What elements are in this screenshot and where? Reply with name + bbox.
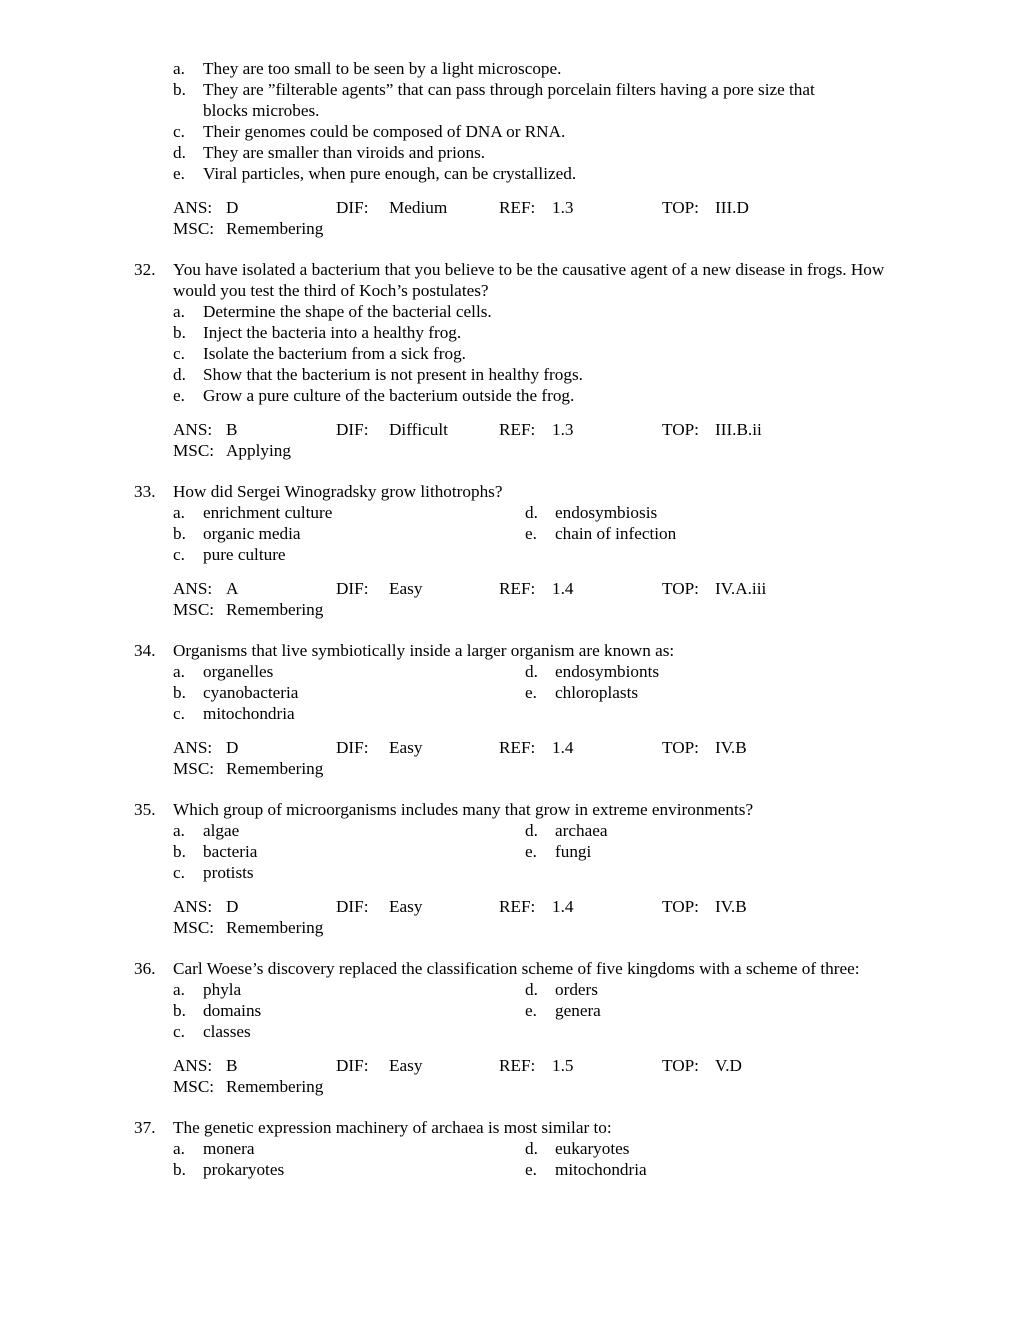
option-text: prokaryotes (203, 1160, 285, 1179)
option-text: Their genomes could be composed of DNA or RNA. (203, 122, 566, 141)
msc-label: MSC: (173, 1077, 215, 1096)
question-stem (0, 640, 1020, 661)
question-32 (0, 259, 1020, 461)
option-letter: d. (173, 365, 186, 384)
answer-metadata (0, 737, 1020, 779)
ref-value: 1.3 (552, 198, 574, 217)
option (0, 163, 1020, 184)
options-grid (0, 502, 1020, 565)
question-37 (0, 1117, 1020, 1180)
option (0, 301, 1020, 322)
option-letter: a. (173, 302, 185, 321)
top-value: IV.B (715, 897, 747, 916)
option-letter: a. (173, 662, 185, 681)
option (0, 58, 1020, 79)
dif-value: Medium (389, 198, 448, 217)
options-grid (0, 820, 1020, 883)
option-letter: c. (173, 704, 185, 723)
option-letter: d. (525, 503, 538, 522)
question-number: 37. (134, 1118, 156, 1137)
ans-value: D (226, 738, 239, 757)
option-letter: c. (173, 863, 185, 882)
option-letter: e. (525, 842, 537, 861)
option-text: Inject the bacteria into a healthy frog. (203, 323, 462, 342)
option-text: cyanobacteria (203, 683, 299, 702)
option-text: Show that the bacterium is not present in healthy frogs. (203, 365, 583, 384)
ans-value: B (226, 420, 238, 439)
option-text: Isolate the bacterium from a sick frog. (203, 344, 466, 363)
option-letter: d. (525, 1139, 538, 1158)
options-grid (0, 661, 1020, 724)
msc-label: MSC: (173, 918, 215, 937)
answer-metadata (0, 197, 1020, 239)
option-text: protists (203, 863, 254, 882)
option-letter: e. (173, 386, 185, 405)
option-text: fungi (555, 842, 592, 861)
top-label: TOP: (662, 1056, 699, 1075)
msc-label: MSC: (173, 759, 215, 778)
ans-label: ANS: (173, 1056, 213, 1075)
option-text: eukaryotes (555, 1139, 630, 1158)
ans-label: ANS: (173, 420, 213, 439)
option-letter: c. (173, 344, 185, 363)
top-value: V.D (715, 1056, 742, 1075)
option-text: They are ”filterable agents” that can pass through porcelain filters having a pore size that blocks microbes. (203, 80, 815, 120)
question-number: 35. (134, 800, 156, 819)
top-label: TOP: (662, 897, 699, 916)
ref-label: REF: (499, 198, 536, 217)
option-text: pure culture (203, 545, 286, 564)
dif-value: Easy (389, 1056, 423, 1075)
ans-value: D (226, 198, 239, 217)
top-label: TOP: (662, 738, 699, 757)
option-letter: d. (173, 143, 186, 162)
option-text: phyla (203, 980, 242, 999)
option (0, 343, 1020, 364)
ans-label: ANS: (173, 579, 213, 598)
option-text: archaea (555, 821, 608, 840)
option-letter: e. (173, 164, 185, 183)
options-grid (0, 979, 1020, 1042)
msc-label: MSC: (173, 219, 215, 238)
msc-value: Remembering (226, 219, 324, 238)
option-text: genera (555, 1001, 601, 1020)
top-value: IV.B (715, 738, 747, 757)
option-text: mitochondria (203, 704, 295, 723)
question-text: The genetic expression machinery of archaea is most similar to: (173, 1118, 612, 1137)
option-text: bacteria (203, 842, 258, 861)
option-letter: b. (173, 323, 186, 342)
question-text: Carl Woese’s discovery replaced the classification scheme of five kingdoms with a scheme of three: (173, 959, 860, 978)
option-text: mitochondria (555, 1160, 647, 1179)
option-letter: e. (525, 1001, 537, 1020)
option-text: enrichment culture (203, 503, 333, 522)
option-letter: a. (173, 980, 185, 999)
dif-value: Easy (389, 897, 423, 916)
top-label: TOP: (662, 198, 699, 217)
question-stem (0, 259, 1020, 301)
msc-value: Remembering (226, 600, 324, 619)
option (0, 364, 1020, 385)
ref-value: 1.4 (552, 897, 574, 916)
option-letter: b. (173, 1160, 186, 1179)
option (0, 121, 1020, 142)
dif-label: DIF: (336, 420, 369, 439)
option-text: Determine the shape of the bacterial cells. (203, 302, 492, 321)
option-letter: c. (173, 545, 185, 564)
answer-metadata (0, 1055, 1020, 1097)
option (0, 142, 1020, 163)
option-text: chloroplasts (555, 683, 639, 702)
ref-label: REF: (499, 1056, 536, 1075)
question-stem (0, 1117, 1020, 1138)
ans-label: ANS: (173, 897, 213, 916)
option-letter: c. (173, 122, 185, 141)
ans-label: ANS: (173, 198, 213, 217)
exam-page (0, 58, 1020, 1180)
option-text: endosymbiosis (555, 503, 658, 522)
top-label: TOP: (662, 579, 699, 598)
question-number: 32. (134, 260, 156, 279)
top-value: IV.A.iii (715, 579, 767, 598)
msc-value: Applying (226, 441, 291, 460)
question-31-continuation (0, 58, 1020, 239)
dif-label: DIF: (336, 198, 369, 217)
question-33 (0, 481, 1020, 620)
ref-label: REF: (499, 738, 536, 757)
dif-label: DIF: (336, 897, 369, 916)
question-text: Which group of microorganisms includes many that grow in extreme environments? (173, 800, 754, 819)
options-grid (0, 1138, 1020, 1180)
question-stem (0, 958, 1020, 979)
option-letter: d. (525, 662, 538, 681)
option-letter: d. (525, 980, 538, 999)
ref-value: 1.4 (552, 738, 574, 757)
option-letter: b. (173, 1001, 186, 1020)
question-36 (0, 958, 1020, 1097)
ans-value: B (226, 1056, 238, 1075)
option-text: Grow a pure culture of the bacterium outside the frog. (203, 386, 575, 405)
dif-label: DIF: (336, 738, 369, 757)
dif-label: DIF: (336, 579, 369, 598)
option-letter: b. (173, 80, 186, 99)
option-letter: c. (173, 1022, 185, 1041)
question-stem (0, 481, 1020, 502)
ans-value: D (226, 897, 239, 916)
question-number: 36. (134, 959, 156, 978)
option-text: classes (203, 1022, 251, 1041)
msc-value: Remembering (226, 1077, 324, 1096)
option-letter: b. (173, 683, 186, 702)
ref-label: REF: (499, 897, 536, 916)
option-letter: a. (173, 1139, 185, 1158)
ref-label: REF: (499, 579, 536, 598)
option-letter: b. (173, 524, 186, 543)
option-text: algae (203, 821, 240, 840)
msc-value: Remembering (226, 759, 324, 778)
question-stem (0, 799, 1020, 820)
dif-value: Difficult (389, 420, 448, 439)
option (0, 322, 1020, 343)
answer-metadata (0, 578, 1020, 620)
option-letter: d. (525, 821, 538, 840)
option-text: chain of infection (555, 524, 677, 543)
question-number: 33. (134, 482, 156, 501)
msc-label: MSC: (173, 441, 215, 460)
option-text: Viral particles, when pure enough, can be crystallized. (203, 164, 577, 183)
answer-metadata (0, 896, 1020, 938)
question-34 (0, 640, 1020, 779)
question-35 (0, 799, 1020, 938)
option-text: organic media (203, 524, 301, 543)
option-letter: e. (525, 683, 537, 702)
option-text: They are too small to be seen by a light microscope. (203, 59, 562, 78)
option-text: monera (203, 1139, 255, 1158)
option-text: orders (555, 980, 598, 999)
option-text: They are smaller than viroids and prions. (203, 143, 486, 162)
ref-label: REF: (499, 420, 536, 439)
answer-metadata (0, 419, 1020, 461)
ref-value: 1.5 (552, 1056, 574, 1075)
msc-label: MSC: (173, 600, 215, 619)
option-letter: a. (173, 503, 185, 522)
top-value: III.B.ii (715, 420, 762, 439)
question-text: How did Sergei Winogradsky grow lithotrophs? (173, 482, 503, 501)
option-text: endosymbionts (555, 662, 660, 681)
ans-label: ANS: (173, 738, 213, 757)
top-label: TOP: (662, 420, 699, 439)
top-value: III.D (715, 198, 749, 217)
ref-value: 1.3 (552, 420, 574, 439)
question-number: 34. (134, 641, 156, 660)
option (0, 79, 1020, 121)
option-letter: e. (525, 1160, 537, 1179)
dif-label: DIF: (336, 1056, 369, 1075)
ref-value: 1.4 (552, 579, 574, 598)
option-letter: a. (173, 821, 185, 840)
question-text: Organisms that live symbiotically inside a larger organism are known as: (173, 641, 675, 660)
dif-value: Easy (389, 579, 423, 598)
option-text: domains (203, 1001, 262, 1020)
option-letter: b. (173, 842, 186, 861)
option (0, 385, 1020, 406)
dif-value: Easy (389, 738, 423, 757)
ans-value: A (226, 579, 239, 598)
option-letter: e. (525, 524, 537, 543)
option-text: organelles (203, 662, 274, 681)
option-letter: a. (173, 59, 185, 78)
msc-value: Remembering (226, 918, 324, 937)
question-text: You have isolated a bacterium that you believe to be the causative agent of a new disease in frogs. How would you test the third of Koch’s postulates? (173, 260, 885, 300)
